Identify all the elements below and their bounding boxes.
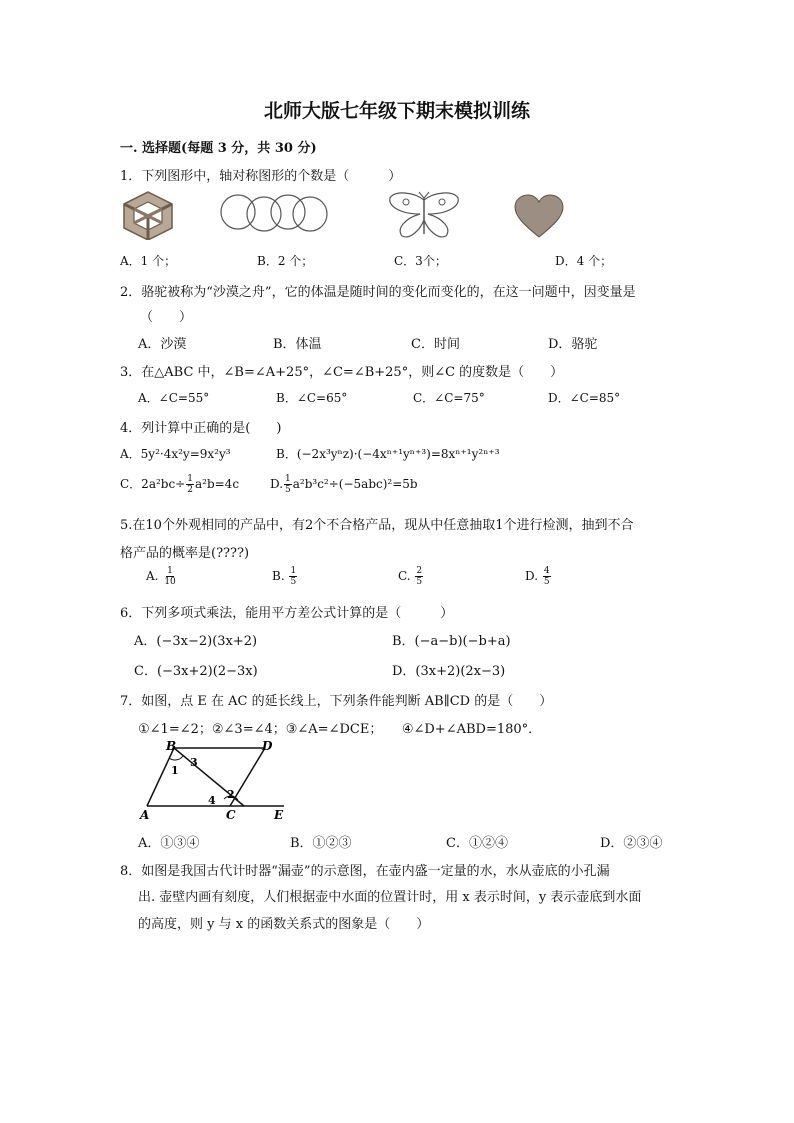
question-8-line2: 出. 壶壁内画有刻度，人们根据壶中水面的位置计时，用 x 表示时间，y 表示壶底到水面	[138, 890, 642, 905]
q2-option-a: A．沙漠	[138, 337, 187, 352]
q4-option-c	[120, 474, 239, 495]
q6-option-d: D．(3x+2)(2x−3)	[392, 664, 506, 679]
q5-option-a	[146, 566, 178, 587]
q3-option-b: B．∠C=65°	[276, 391, 348, 405]
q1-option-d: D．4 个；	[555, 254, 613, 268]
q2-option-b: B．体温	[273, 337, 322, 352]
question-8-line1: 8．如图是我国古代计时器“漏壶”的示意图，在壶内盛一定量的水，水从壶底的小孔漏	[120, 864, 610, 879]
angle-label-3: 3	[190, 756, 198, 769]
question-1-stem: 1．下列图形中，轴对称图形的个数是（ ）	[120, 169, 402, 184]
q4-option-d-suffix: a²b³c²÷(−5abc)²=5b	[292, 477, 418, 491]
heart-figure	[513, 194, 565, 240]
angle-label-1: 1	[171, 764, 179, 777]
hexagon-knot-figure	[118, 190, 178, 240]
q3-option-c: C．∠C=75°	[413, 391, 485, 405]
q5-option-c	[398, 566, 424, 587]
q4-option-a: A．5y²·4x²y=9x²y³	[120, 447, 231, 461]
page-title: 北师大版七年级下期末模拟训练	[263, 100, 530, 122]
q4-option-d	[270, 474, 418, 495]
q4-option-b: B．(−2x³yⁿz)·(−4xⁿ⁺¹yⁿ⁺³)=8xⁿ⁺¹y²ⁿ⁺³	[276, 447, 500, 461]
q3-option-d: D．∠C=85°	[548, 391, 621, 405]
q2-option-c: C．时间	[411, 337, 460, 352]
q5-option-c-label: C.	[398, 569, 411, 583]
q5-option-a-label: A.	[146, 569, 159, 583]
q5-option-b-label: B.	[272, 569, 285, 583]
q5-option-a-denominator: 10	[164, 577, 176, 587]
question-8-line3: 的高度，则 y 与 x 的函数关系式的图象是（ ）	[138, 917, 430, 932]
angle-arc-b	[169, 756, 183, 760]
q5-option-b-numerator: 1	[290, 566, 297, 576]
q4-option-c-numerator: 1	[187, 474, 193, 484]
q5-option-d-label: D.	[525, 569, 539, 583]
q5-option-a-numerator: 1	[167, 566, 173, 576]
q1-option-a: A．1 个；	[120, 254, 177, 268]
q5-option-b-denominator: 5	[290, 577, 297, 587]
parallelogram-figure	[138, 738, 298, 824]
q4-option-d-fraction	[284, 474, 292, 495]
q6-option-a: A．(−3x−2)(3x+2)	[134, 634, 258, 649]
q5-option-c-numerator: 2	[416, 566, 423, 576]
q1-option-c: C．3个；	[394, 254, 447, 268]
question-7-conditions: ①∠1=∠2；②∠3=∠4；③∠A=∠DCE； ④∠D+∠ABD=180°．	[138, 722, 542, 737]
butterfly-figure	[386, 190, 462, 240]
q7-option-b: B．①②③	[290, 836, 352, 851]
q4-option-c-suffix: a²b=4c	[194, 477, 240, 491]
q7-option-d: D．②③④	[600, 836, 663, 851]
q5-option-d-fraction	[543, 566, 551, 587]
label-b: B	[166, 739, 177, 753]
q4-option-c-prefix: C．2a²bc÷	[120, 477, 186, 491]
five-rings-figure	[218, 192, 330, 234]
q4-option-c-fraction	[186, 474, 194, 495]
label-c: C	[226, 808, 236, 822]
q4-option-d-denominator: 5	[285, 485, 291, 495]
q5-option-c-denominator: 5	[416, 577, 423, 587]
q5-option-d-numerator: 4	[543, 566, 550, 576]
q5-option-a-fraction	[163, 566, 176, 587]
line-ab	[147, 748, 174, 806]
q1-option-b: B．2 个；	[257, 254, 314, 268]
q4-option-c-denominator: 2	[187, 485, 193, 495]
q5-option-d	[525, 566, 552, 587]
label-e: E	[274, 808, 284, 822]
label-a: A	[140, 808, 150, 822]
q5-option-c-fraction	[415, 566, 423, 587]
question-3-stem: 3．在△ABC 中，∠B=∠A+25°，∠C=∠B+25°，则∠C 的度数是（ ）	[120, 365, 564, 380]
section-heading: 一. 选择题(每题 3 分，共 30 分)	[120, 141, 317, 156]
q4-option-d-prefix: D.	[270, 477, 284, 491]
q6-option-c: C．(−3x+2)(2−3x)	[134, 664, 258, 679]
question-7-stem: 7．如图，点 E 在 AC 的延长线上，下列条件能判断 AB∥CD 的是（ ）	[120, 694, 553, 709]
q7-option-c: C．①②④	[446, 836, 508, 851]
q5-option-b	[272, 566, 298, 587]
q6-option-b: B．(−a−b)(−b+a)	[392, 634, 511, 649]
q5-option-d-denominator: 5	[543, 577, 550, 587]
q4-option-d-numerator: 1	[285, 474, 291, 484]
question-2-stem: 2．骆驼被称为“沙漠之舟”，它的体温是随时间的变化而变化的，在这一问题中，因变量是	[120, 285, 636, 300]
q3-option-a: A．∠C=55°	[138, 391, 210, 405]
question-5-stem-line1: 5.在10个外观相同的产品中，有2个不合格产品，现从中任意抽取1个进行检测，抽到不合	[120, 518, 634, 533]
question-6-stem: 6．下列多项式乘法，能用平方差公式计算的是（ ）	[120, 606, 454, 621]
question-4-stem: 4．列计算中正确的是( )	[120, 421, 282, 436]
q2-option-d: D．骆驼	[548, 337, 598, 352]
angle-label-2: 2	[227, 788, 235, 801]
question-2-blank: （ ）	[140, 310, 193, 325]
label-d: D	[262, 739, 273, 753]
question-5-stem-line2: 格产品的概率是(????)	[120, 546, 250, 561]
q5-option-b-fraction	[289, 566, 297, 587]
angle-label-4: 4	[208, 794, 216, 807]
q7-option-a: A．①③④	[138, 836, 200, 851]
